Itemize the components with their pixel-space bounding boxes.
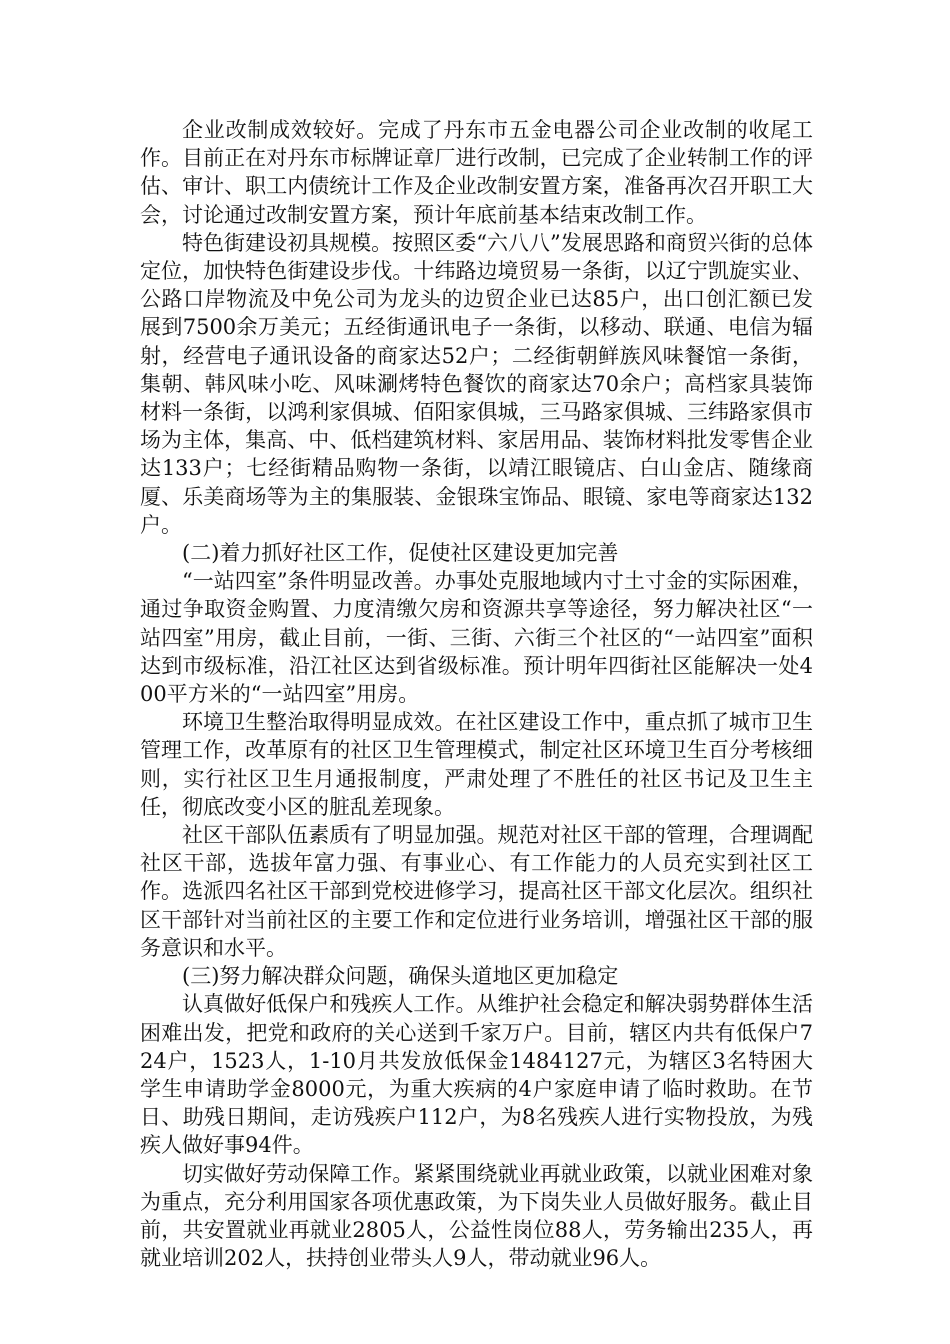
- paragraph-low-income-disabled: 认真做好低保户和残疾人工作。从维护社会稳定和解决弱势群体生活困难出发，把党和政府的关心送到千家万户。目前，辖区内共有低保户724户，1523人，1-10月共发放低保金1484127元，为辖区3名特困大学生申请助学金8000元，为重大疾病的4户家庭申请了临时救助。在节日、助残日期间，走访残疾户112户，为8名残疾人进行实物投放，为残疾人做好事94件。: [140, 992, 813, 1158]
- paragraph-one-station-four-rooms: “一站四室”条件明显改善。办事处克服地域内寸土寸金的实际困难，通过争取资金购置、力度清缴欠房和资源共享等途径，努力解决社区“一站四室”用房，截止目前，一街、三街、六街三个社区的“一站四室”面积达到市级标准，沿江社区达到省级标准。预计明年四街社区能解决一处400平方米的“一站四室”用房。: [140, 569, 813, 707]
- paragraph-environmental-sanitation: 环境卫生整治取得明显成效。在社区建设工作中，重点抓了城市卫生管理工作，改革原有的社区卫生管理模式，制定社区环境卫生百分考核细则，实行社区卫生月通报制度，严肃处理了不胜任的社区书记及卫生主任，彻底改变小区的脏乱差现象。: [140, 710, 813, 819]
- section-heading-public-issues: (三)努力解决群众问题，确保头道地区更加稳定: [182, 964, 619, 989]
- document-body: [140, 116, 813, 1272]
- paragraph-feature-streets: 特色街建设初具规模。按照区委“六八八”发展思路和商贸兴街的总体定位，加快特色街建设步伐。十纬路边境贸易一条街，以辽宁凯旋实业、公路口岸物流及中免公司为龙头的边贸企业已达85户，出口创汇额已发展到7500余万美元；五经街通讯电子一条街，以移动、联通、电信为辐射，经营电子通讯设备的商家达52户；二经街朝鲜族风味餐馆一条街，集朝、韩风味小吃、风味涮烤特色餐饮的商家达70余户；高档家具装饰材料一条街，以鸿利家俱城、佰阳家俱城，三马路家俱城、三纬路家俱市场为主体，集高、中、低档建筑材料、家居用品、装饰材料批发零售企业达133户；七经街精品购物一条街，以靖江眼镜店、白山金店、随缘商厦、乐美商场等为主的集服装、金银珠宝饰品、眼镜、家电等商家达132户。: [140, 230, 813, 537]
- section-heading-community-work: (二)着力抓好社区工作，促使社区建设更加完善: [182, 541, 619, 566]
- paragraph-labor-security: 切实做好劳动保障工作。紧紧围绕就业再就业政策，以就业困难对象为重点，充分利用国家各项优惠政策，为下岗失业人员做好服务。截止目前，共安置就业再就业2805人，公益性岗位88人，劳务输出235人，再就业培训202人，扶持创业带头人9人，带动就业96人。: [140, 1161, 813, 1271]
- paragraph-community-cadres: 社区干部队伍素质有了明显加强。规范对社区干部的管理，合理调配社区干部，选拔年富力强、有事业心、有工作能力的人员充实到社区工作。选派四名社区干部到党校进修学习，提高社区干部文化层次。组织社区干部针对当前社区的主要工作和定位进行业务培训，增强社区干部的服务意识和水平。: [140, 823, 813, 960]
- paragraph-enterprise-reform: 企业改制成效较好。完成了丹东市五金电器公司企业改制的收尾工作。目前正在对丹东市标牌证章厂进行改制，已完成了企业转制工作的评估、审计、职工内债统计工作及企业改制安置方案，准备再次召开职工大会，讨论通过改制安置方案，预计年底前基本结束改制工作。: [140, 118, 813, 227]
